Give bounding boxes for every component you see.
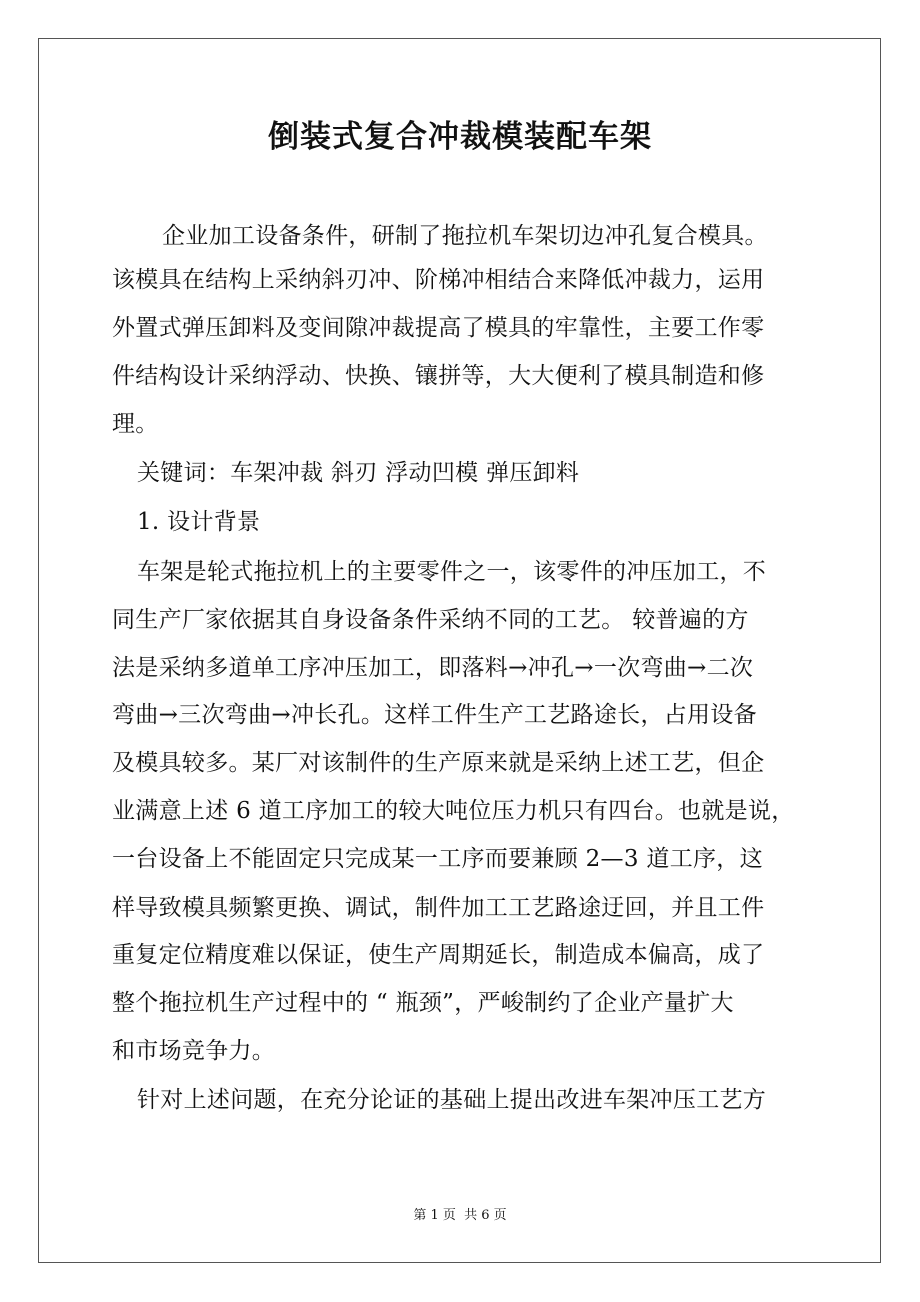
paragraph-line: 针对上述问题，在充分论证的基础上提出改进车架冲压工艺方 xyxy=(137,1087,767,1113)
paragraph-line: 外置式弹压卸料及变间隙冲裁提高了模具的牢靠性，主要工作零 xyxy=(112,315,765,341)
page-number: 第 1 页 xyxy=(413,1208,456,1223)
paragraph-line: 重复定位精度难以保证，使生产周期延长，制造成本偏高，成了 xyxy=(112,942,765,968)
paragraph-line: 车架是轮式拖拉机上的主要零件之一，该零件的冲压加工，不 xyxy=(137,559,767,585)
keywords-line: 关键词：车架冲裁 斜刃 浮动凹模 弹压卸料 xyxy=(137,460,580,486)
paragraph-line: 该模具在结构上采纳斜刃冲、阶梯冲相结合来降低冲裁力，运用 xyxy=(112,267,765,293)
document-title: 倒装式复合冲裁模装配车架 xyxy=(268,119,652,155)
paragraph-line: 及模具较多。某厂对该制件的生产原来就是采纳上述工艺，但企 xyxy=(112,750,765,776)
section-heading: 1. 设计背景 xyxy=(137,509,261,535)
paragraph-line: 弯曲→三次弯曲→冲长孔。这样工件生产工艺路途长，占用设备 xyxy=(112,702,757,728)
paragraph-line: 样导致模具频繁更换、调试，制件加工工艺路途迂回，并且工件 xyxy=(112,895,765,921)
paragraph-line: 和市场竞争力。 xyxy=(112,1038,276,1064)
paragraph-line: 业满意上述 6 道工序加工的较大吨位压力机只有四台。也就是说， xyxy=(112,798,795,824)
paragraph-line: 一台设备上不能固定只完成某一工序而要兼顾 2—3 道工序，这 xyxy=(112,846,763,872)
paragraph-line: 理。 xyxy=(112,411,159,437)
page-total: 共 6 页 xyxy=(464,1208,507,1223)
paragraph-line: 整个拖拉机生产过程中的 “ 瓶颈”，严峻制约了企业产量扩大 xyxy=(112,990,734,1016)
page-footer xyxy=(0,1206,920,1226)
paragraph-line: 法是采纳多道单工序冲压加工，即落料→冲孔→一次弯曲→二次 xyxy=(112,655,754,681)
paragraph-line: 件结构设计采纳浮动、快换、镶拼等，大大便利了模具制造和修 xyxy=(112,363,765,389)
paragraph-line: 企业加工设备条件，研制了拖拉机车架切边冲孔复合模具。 xyxy=(162,223,768,249)
paragraph-line: 同生产厂家依据其自身设备条件采纳不同的工艺。 较普遍的方 xyxy=(112,607,749,633)
